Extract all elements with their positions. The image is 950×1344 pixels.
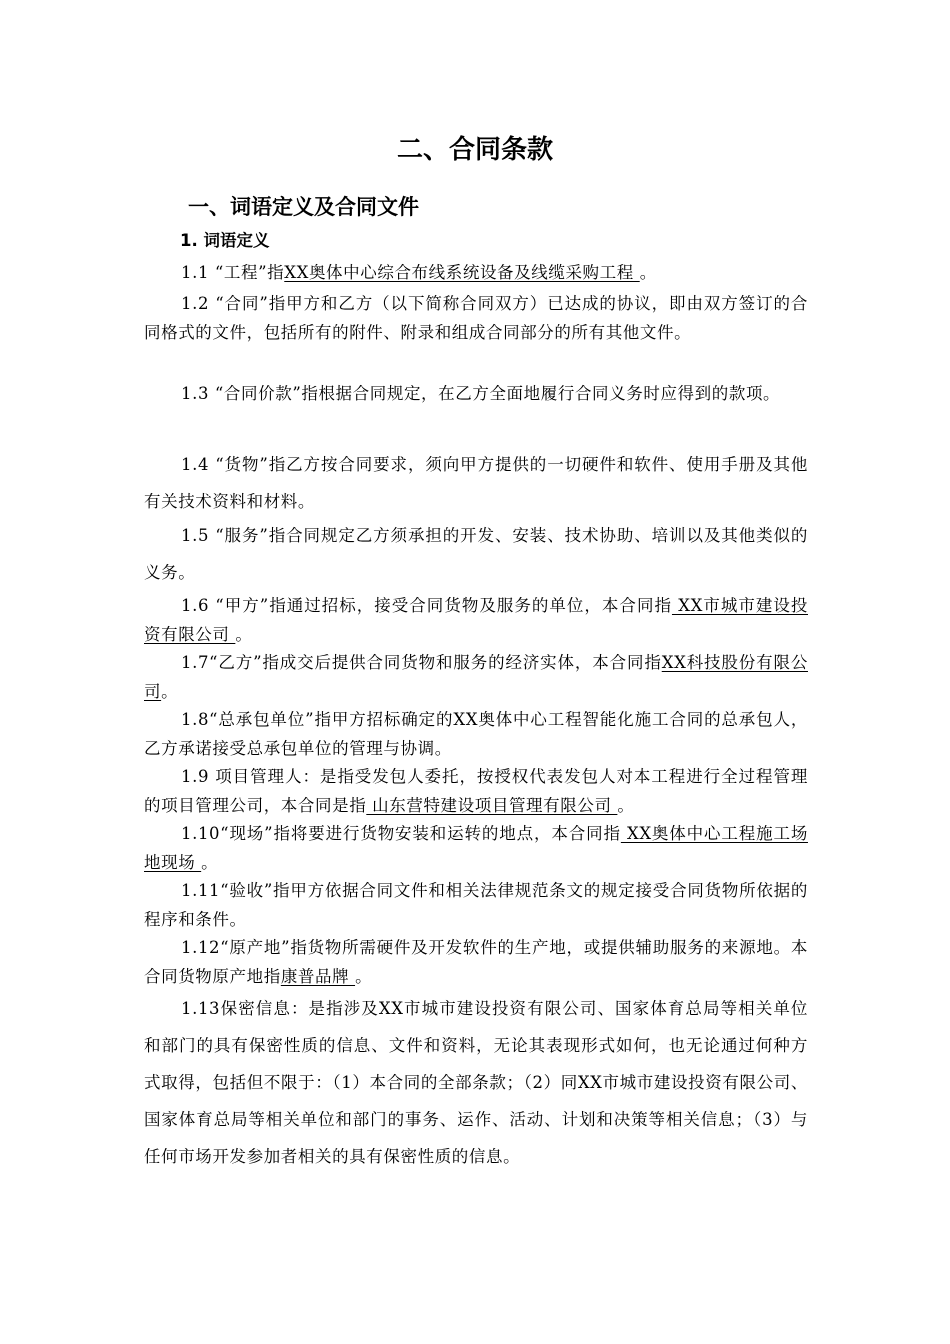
clause-1-5 (144, 517, 808, 591)
clause-underlined-value: 康普品牌 (280, 967, 356, 986)
clause-text: 1.12“原产地”指货物所需硬件及开发软件的生产地，或提供辅助服务的来源地。本合同货物原产地指 (144, 938, 808, 986)
clause-text: 1.2 “合同”指甲方和乙方（以下简称合同双方）已达成的协议，即由双方签订的合同格式的文件，包括所有的附件、附录和组成合同部分的所有其他文件。 (144, 294, 808, 342)
clause-1-4 (144, 446, 808, 520)
section-heading: 一、词语定义及合同文件 (188, 195, 419, 219)
clause-text: 1.3 “合同价款”指根据合同规定，在乙方全面地履行合同义务时应得到的款项。 (181, 384, 781, 403)
clause-1-1 (144, 258, 808, 287)
clause-suffix: 。 (639, 263, 657, 282)
clause-1-12 (144, 933, 808, 991)
clause-underlined-value: XX奥体中心工程施工场地现场 (144, 824, 808, 872)
clause-underlined-value: XX奥体中心综合布线系统设备及线缆采购工程 (284, 263, 640, 282)
clause-1-3 (144, 375, 808, 412)
clause-suffix: 。 (161, 682, 179, 701)
clause-text: 1.4 “货物”指乙方按合同要求，须向甲方提供的一切硬件和软件、使用手册及其他有关技术资料和材料。 (144, 455, 808, 511)
clause-1-7 (144, 648, 808, 706)
clause-1-2 (144, 289, 808, 347)
clause-1-8 (144, 705, 808, 763)
clause-text: 1.8“总承包单位”指甲方招标确定的XX奥体中心工程智能化施工合同的总承包人，乙方承诺接受总承包单位的管理与协调。 (144, 710, 808, 758)
clause-text: 1.5 “服务”指合同规定乙方须承担的开发、安装、技术协助、培训以及其他类似的义务。 (144, 526, 808, 582)
clause-suffix: 。 (617, 796, 635, 815)
document-title: 二、合同条款 (396, 135, 553, 165)
clause-1-10 (144, 819, 808, 877)
clause-1-6 (144, 591, 808, 649)
subsection-heading: 1. 词语定义 (180, 231, 270, 250)
clause-underlined-value: 山东营特建设项目管理有限公司 (366, 796, 618, 815)
clause-suffix: 。 (355, 967, 373, 986)
clause-text: 1.7“乙方”指成交后提供合同货物和服务的经济实体，本合同指 (181, 653, 662, 672)
clause-1-9 (144, 762, 808, 820)
clause-suffix: 。 (201, 853, 219, 872)
clause-text: 1.9 项目管理人：是指受发包人委托，按授权代表发包人对本工程进行全过程管理的项目管理公司，本合同是指 (144, 767, 808, 815)
clause-suffix: 。 (235, 625, 253, 644)
clause-underlined-value: XX科技股份有限公司 (144, 653, 808, 701)
clause-text: 1.10“现场”指将要进行货物安装和运转的地点，本合同指 (181, 824, 621, 843)
clause-text: 1.13保密信息：是指涉及XX市城市建设投资有限公司、国家体育总局等相关单位和部门的具有保密性质的信息、文件和资料，无论其表现形式如何，也无论通过何种方式取得，包括但不限于：（1）本合同的全部条款；（2）同XX市城市建设投资有限公司、国家体育总局等相关单位和部门的事务、运作、活动、计划和决策等相关信息；（3）与任何市场开发参加者相关的具有保密性质的信息。 (144, 999, 808, 1166)
clause-1-13 (144, 990, 808, 1175)
clause-text: 1.11“验收”指甲方依据合同文件和相关法律规范条文的规定接受合同货物所依据的程序和条件。 (144, 881, 808, 929)
clause-1-11 (144, 876, 808, 934)
clause-text: 1.6 “甲方”指通过招标，接受合同货物及服务的单位，本合同指 (181, 596, 672, 615)
clause-underlined-value: XX市城市建设投资有限公司 (144, 596, 808, 644)
clause-text: 1.1 “工程”指 (181, 263, 285, 282)
